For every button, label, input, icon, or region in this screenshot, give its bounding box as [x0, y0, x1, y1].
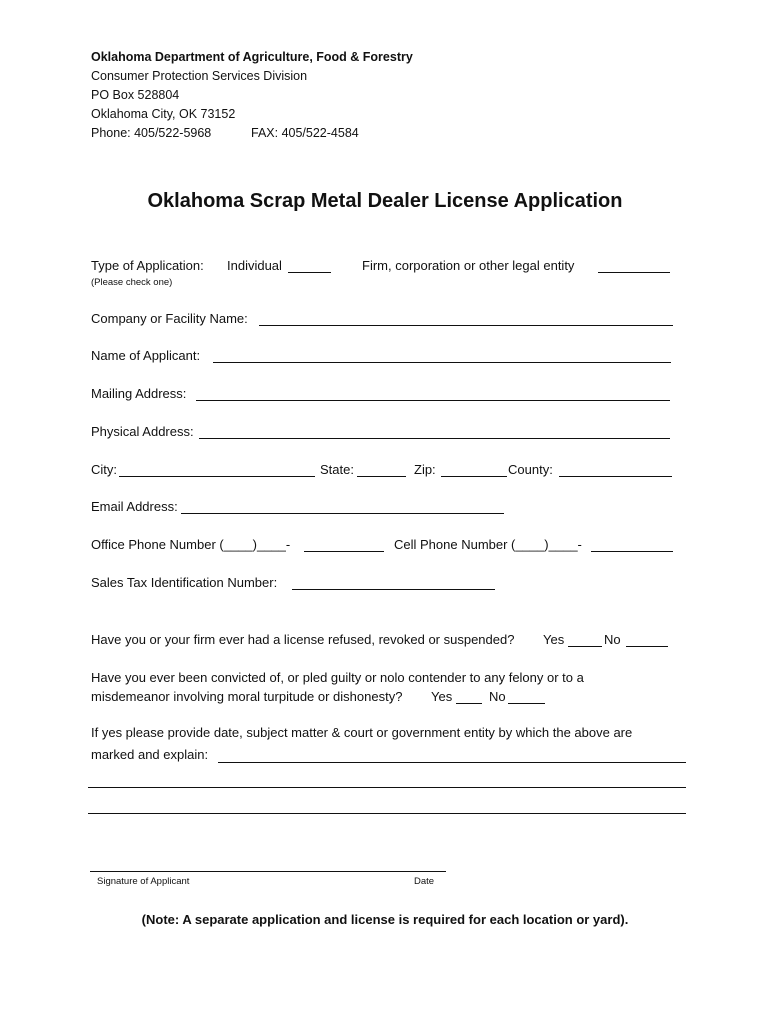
signature-line[interactable]	[90, 871, 446, 872]
footer-note: (Note: A separate application and license is required for each location or yard).	[141, 912, 629, 927]
explain-question-line1: If yes please provide date, subject matter & court or government entity by which the above are	[91, 725, 633, 740]
company-field[interactable]	[259, 325, 673, 326]
q1-yes-label: Yes	[543, 632, 565, 647]
individual-label: Individual	[227, 258, 282, 273]
q2-no-label: No	[489, 689, 506, 704]
license-question: Have you or your firm ever had a license refused, revoked or suspended?	[91, 632, 515, 647]
applicant-label: Name of Applicant:	[91, 348, 201, 363]
conviction-question-line2: misdemeanor involving moral turpitude or dishonesty?	[91, 689, 403, 704]
q1-no-line[interactable]	[626, 646, 668, 647]
city-field[interactable]	[119, 476, 315, 477]
applicant-field[interactable]	[213, 362, 671, 363]
fax-number: FAX: 405/522-4584	[251, 126, 359, 140]
mailing-address-field[interactable]	[196, 400, 670, 401]
org-name: Oklahoma Department of Agriculture, Food & Forestry	[91, 50, 413, 64]
state-label: State:	[320, 462, 354, 477]
city-state-zip: Oklahoma City, OK 73152	[91, 107, 236, 121]
conviction-question-line1: Have you ever been convicted of, or pled guilty or nolo contender to any felony or to a	[91, 670, 584, 685]
county-label: County:	[508, 462, 553, 477]
firm-checkbox-line[interactable]	[598, 272, 670, 273]
office-phone-label: Office Phone Number (____)____-	[91, 537, 291, 552]
explain-field-line2[interactable]	[88, 787, 686, 788]
sales-tax-field[interactable]	[292, 589, 495, 590]
check-one-hint: (Please check one)	[91, 277, 173, 288]
signature-label: Signature of Applicant	[97, 876, 190, 887]
office-phone-field[interactable]	[304, 551, 384, 552]
explain-question-line2: marked and explain:	[91, 747, 209, 762]
city-label: City:	[91, 462, 117, 477]
state-field[interactable]	[357, 476, 406, 477]
firm-label: Firm, corporation or other legal entity	[362, 258, 575, 273]
phone-number: Phone: 405/522-5968	[91, 126, 212, 140]
zip-label: Zip:	[414, 462, 436, 477]
physical-label: Physical Address:	[91, 424, 194, 439]
physical-address-field[interactable]	[199, 438, 670, 439]
division-name: Consumer Protection Services Division	[91, 69, 308, 83]
q1-yes-line[interactable]	[568, 646, 602, 647]
mailing-label: Mailing Address:	[91, 386, 187, 401]
sales-tax-label: Sales Tax Identification Number:	[91, 575, 278, 590]
page-title: Oklahoma Scrap Metal Dealer License Application	[147, 190, 623, 212]
zip-field[interactable]	[441, 476, 507, 477]
po-box: PO Box 528804	[91, 88, 180, 102]
county-field[interactable]	[559, 476, 672, 477]
date-label: Date	[414, 876, 435, 887]
individual-checkbox-line[interactable]	[288, 272, 331, 273]
email-label: Email Address:	[91, 499, 178, 514]
type-label: Type of Application:	[91, 258, 204, 273]
explain-field-line1[interactable]	[218, 762, 686, 763]
company-label: Company or Facility Name:	[91, 311, 248, 326]
q2-no-line[interactable]	[508, 703, 545, 704]
cell-phone-label: Cell Phone Number (____)____-	[394, 537, 582, 552]
email-field[interactable]	[181, 513, 504, 514]
q2-yes-line[interactable]	[456, 703, 482, 704]
explain-field-line3[interactable]	[88, 813, 686, 814]
q1-no-label: No	[604, 632, 621, 647]
cell-phone-field[interactable]	[591, 551, 673, 552]
q2-yes-label: Yes	[431, 689, 453, 704]
